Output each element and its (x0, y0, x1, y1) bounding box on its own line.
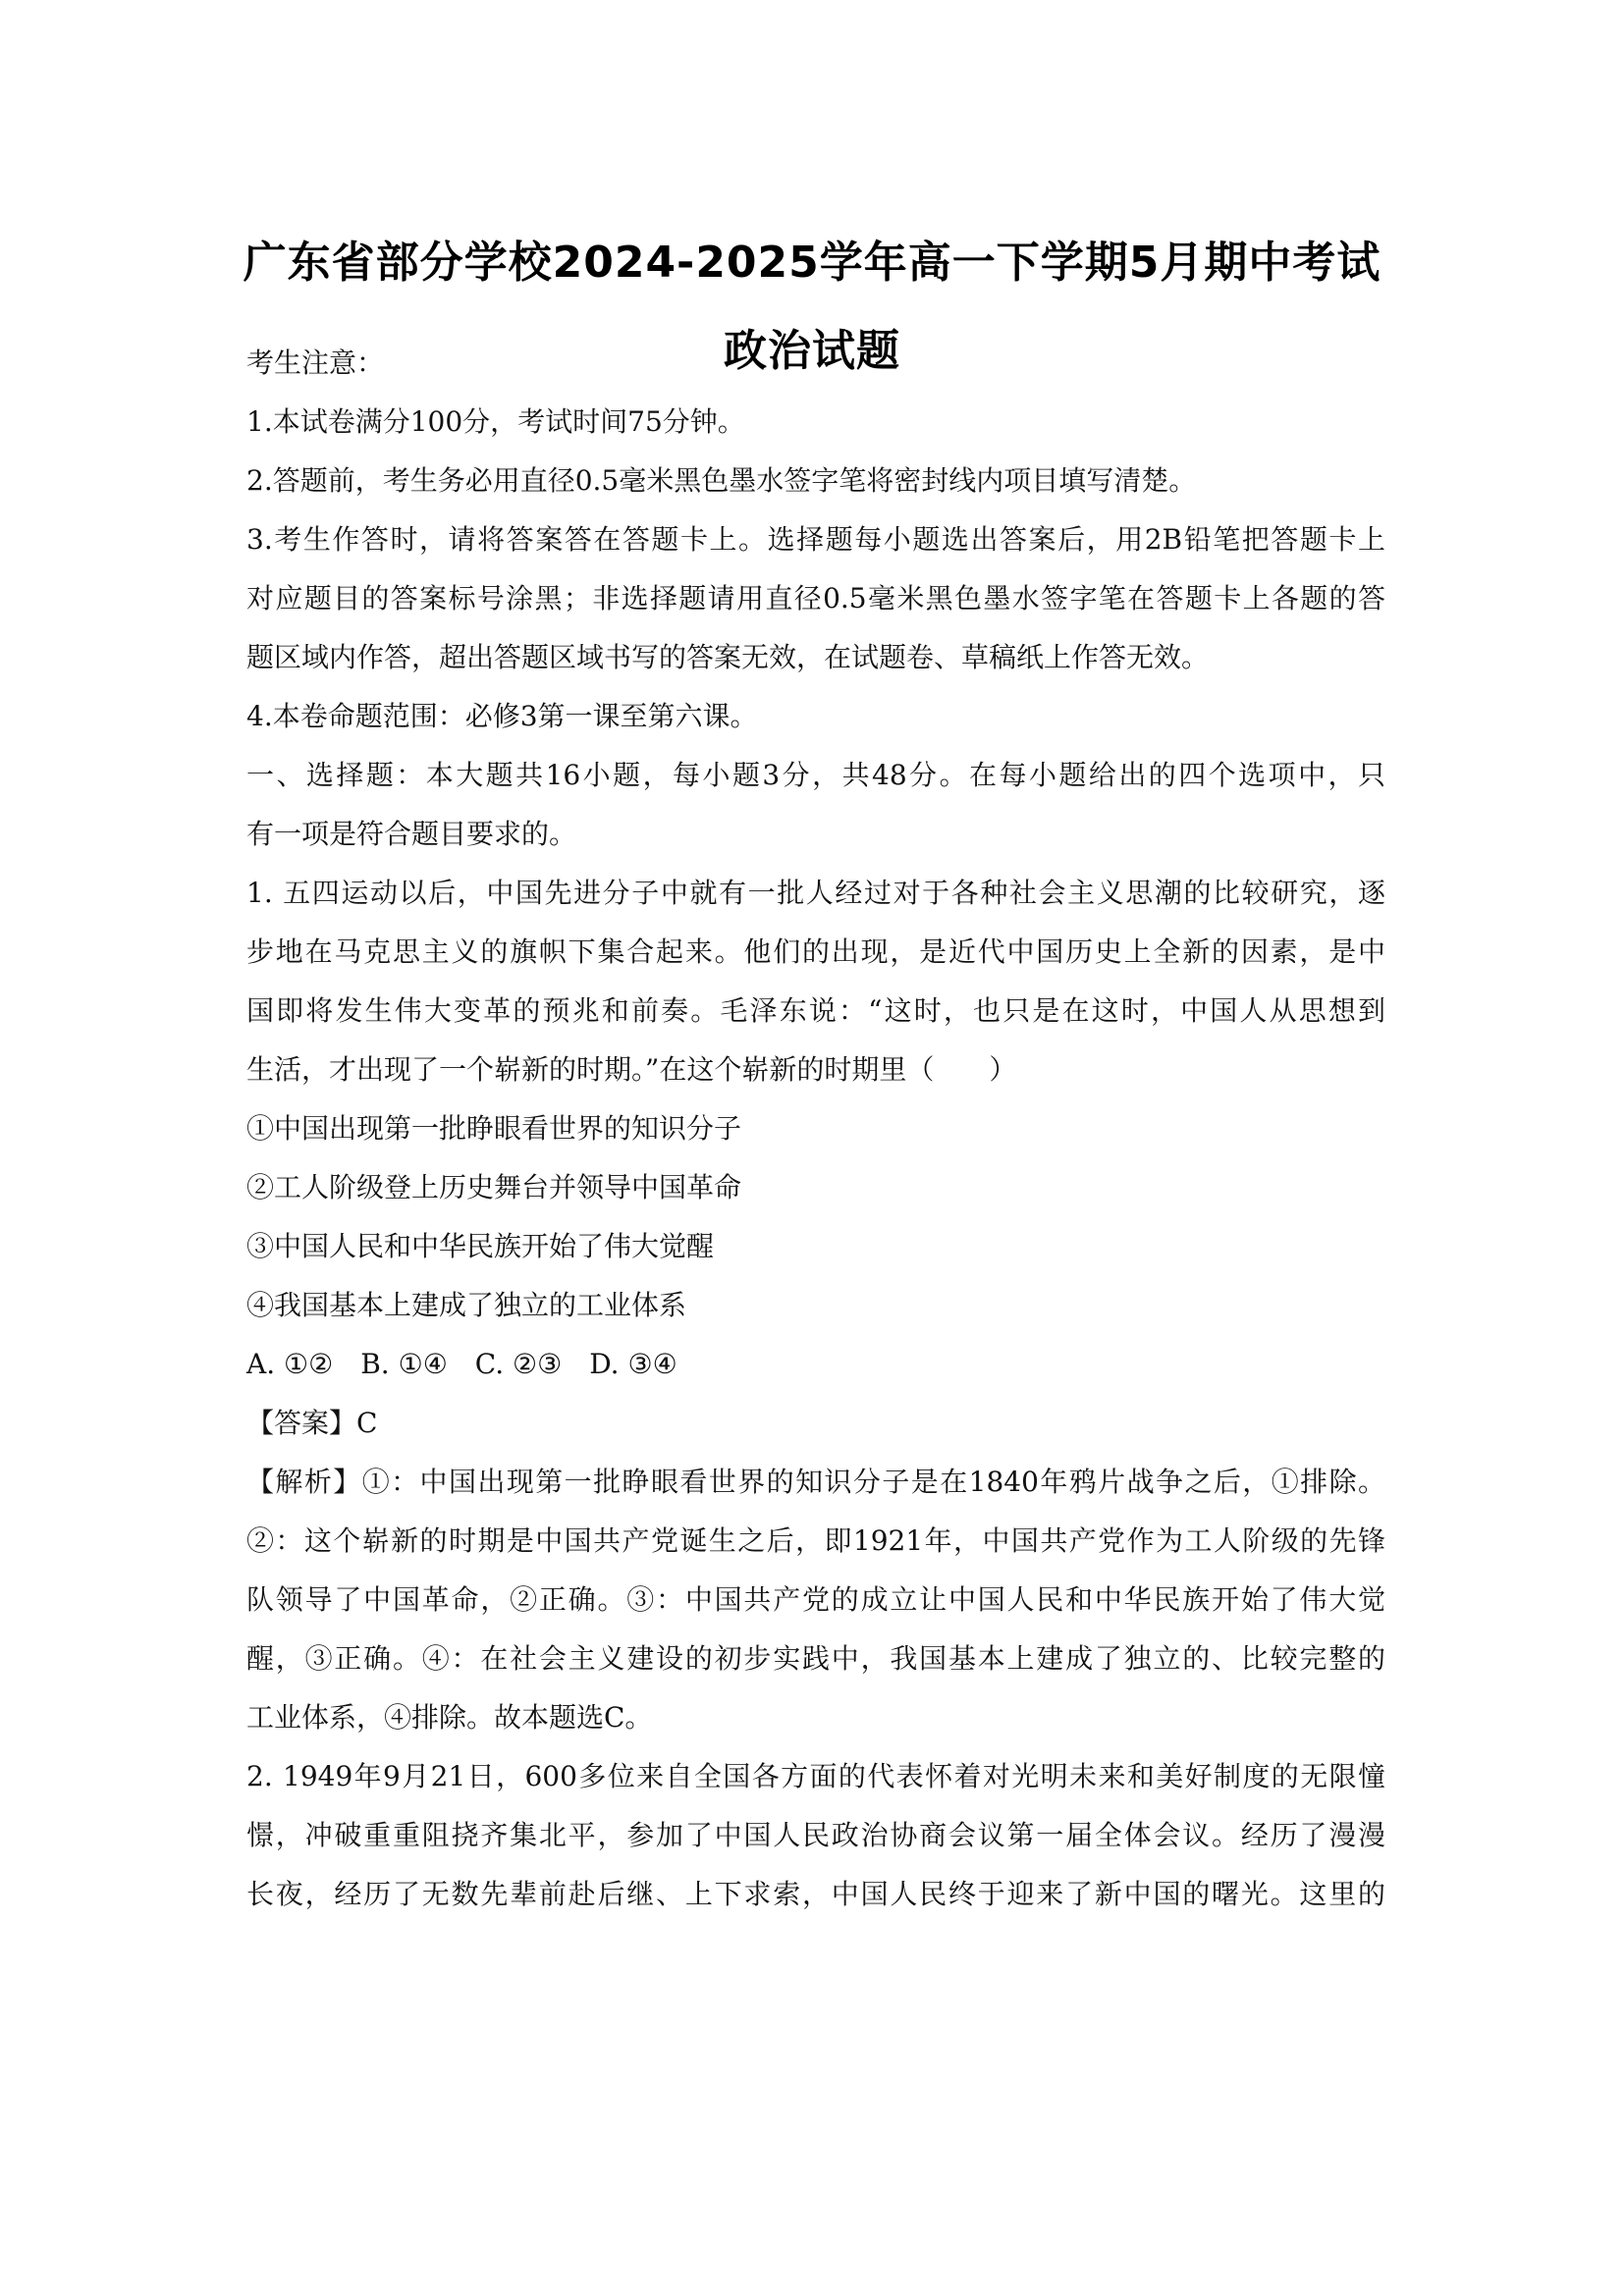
notice-item-3-line-3: 题区域内作答，超出答题区域书写的答案无效，在试题卷、草稿纸上作答无效。 (246, 641, 1210, 673)
question-1-stem-line-3: 国即将发生伟大变革的预兆和前奏。毛泽东说：“这时，也只是在这时，中国人从思想到 (246, 994, 1385, 1027)
exam-subject-title: 政治试题 (724, 326, 900, 376)
question-1-statement-2: ②工人阶级登上历史舞台并领导中国革命 (246, 1171, 742, 1203)
question-1-analysis-line-2: ②：这个崭新的时期是中国共产党诞生之后，即1921年，中国共产党作为工人阶级的先锋 (246, 1524, 1385, 1557)
question-1-statement-4: ④我国基本上建成了独立的工业体系 (246, 1289, 687, 1321)
notice-item-1: 1.本试卷满分100分，考试时间75分钟。 (246, 405, 745, 438)
question-1-stem-line-4: 生活，才出现了一个崭新的时期。”在这个崭新的时期里（ ） (246, 1053, 1017, 1086)
question-2-stem-line-1: 2. 1949年9月21日，600多位来自全国各方面的代表怀着对光明未来和美好制度的无限憧 (246, 1760, 1385, 1792)
notice-item-2: 2.答题前，考生务必用直径0.5毫米黑色墨水签字笔将密封线内项目填写清楚。 (246, 464, 1197, 497)
question-1-analysis-line-3: 队领导了中国革命，②正确。③：中国共产党的成立让中国人民和中华民族开始了伟大觉 (246, 1583, 1385, 1616)
question-1-analysis-line-1: 【解析】①：中国出现第一批睁眼看世界的知识分子是在1840年鸦片战争之后，①排除。 (246, 1466, 1385, 1498)
notice-heading: 考生注意： (246, 347, 385, 379)
notice-item-3-line-1: 3.考生作答时，请将答案答在答题卡上。选择题每小题选出答案后，用2B铅笔把答题卡上 (246, 523, 1385, 556)
question-1-stem-line-2: 步地在马克思主义的旗帜下集合起来。他们的出现，是近代中国历史上全新的因素，是中 (246, 935, 1385, 968)
question-1-answer: 【答案】C (246, 1407, 378, 1439)
notice-item-4: 4.本卷命题范围：必修3第一课至第六课。 (246, 700, 758, 732)
question-1-stem-line-1: 1. 五四运动以后，中国先进分子中就有一批人经过对于各种社会主义思潮的比较研究，逐 (246, 877, 1385, 909)
question-2-stem-line-2: 憬，冲破重重阻挠齐集北平，参加了中国人民政治协商会议第一届全体会议。经历了漫漫 (246, 1819, 1385, 1851)
notice-item-3-line-2: 对应题目的答案标号涂黑；非选择题请用直径0.5毫米黑色墨水签字笔在答题卡上各题的答 (246, 582, 1385, 614)
question-2-stem-line-3: 长夜，经历了无数先辈前赴后继、上下求索，中国人民终于迎来了新中国的曙光。这里的 (246, 1878, 1385, 1910)
question-1-statement-1: ①中国出现第一批睁眼看世界的知识分子 (246, 1112, 742, 1145)
question-1-statement-3: ③中国人民和中华民族开始了伟大觉醒 (246, 1230, 715, 1262)
section-heading-line-2: 有一项是符合题目要求的。 (246, 818, 577, 850)
question-1-choices: A. ①② B. ①④ C. ②③ D. ③④ (246, 1348, 677, 1380)
question-1-analysis-line-4: 醒，③正确。④：在社会主义建设的初步实践中，我国基本上建成了独立的、比较完整的 (246, 1642, 1385, 1675)
section-heading-line-1: 一、选择题：本大题共16小题，每小题3分，共48分。在每小题给出的四个选项中，只 (246, 759, 1385, 791)
question-1-analysis-line-5: 工业体系，④排除。故本题选C。 (246, 1701, 653, 1734)
exam-title: 广东省部分学校2024-2025学年高一下学期5月期中考试 (243, 238, 1381, 288)
